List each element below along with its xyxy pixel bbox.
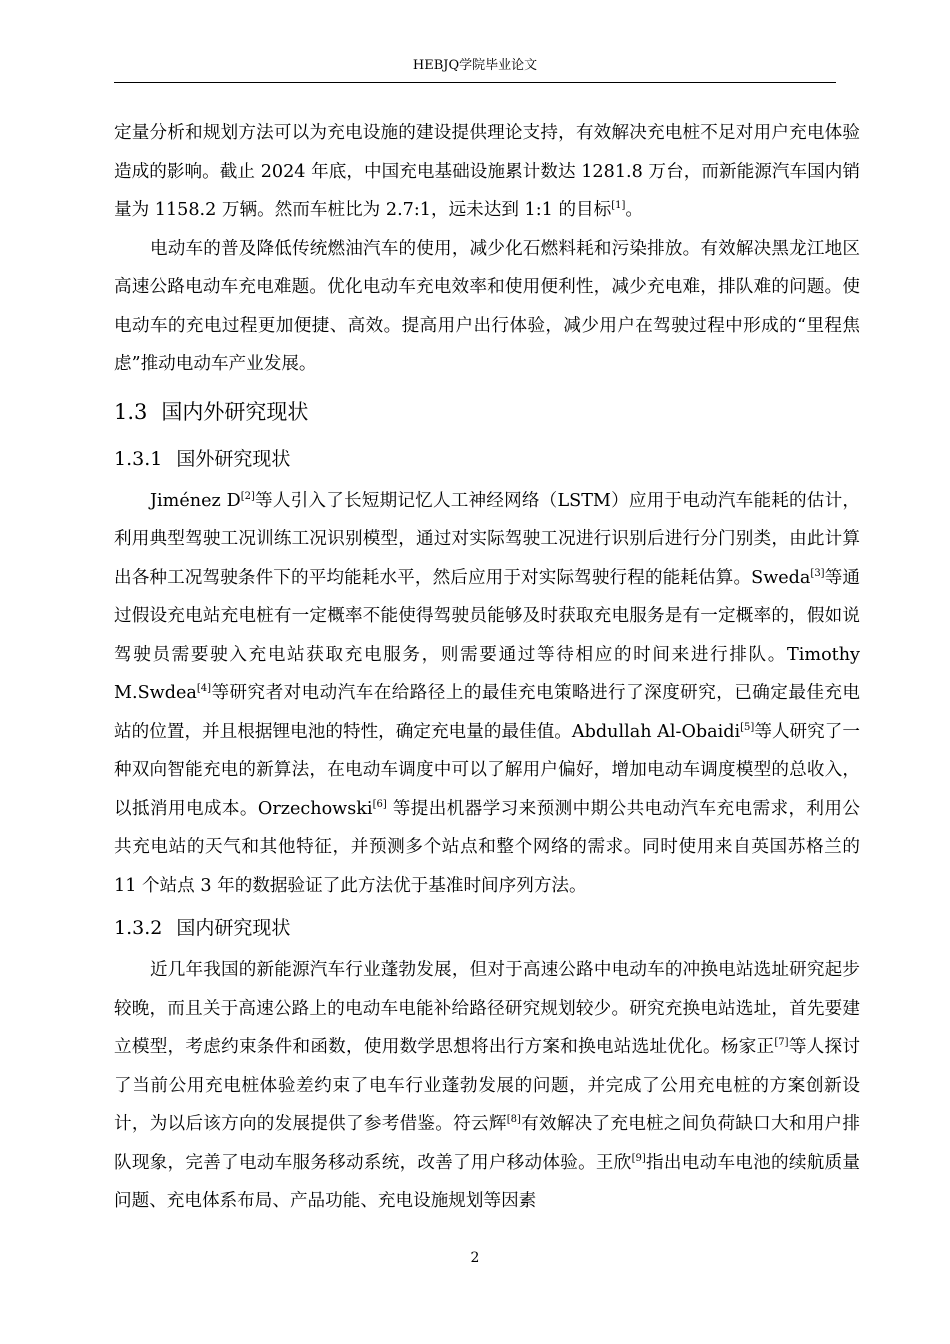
citation-ref: [4] [196,683,212,695]
paragraph-ev-benefits: 电动车的普及降低传统燃油汽车的使用，减少化石燃料耗和污染排放。有效解决黑龙江地区高速公路电动车充电难题。优化电动车充电效率和使用便利性，减少充电难，排队难的问题。使电动车的充电过程更加便捷、高效。提高用户出行体验，减少用户在驾驶过程中形成的“里程焦虑”推动电动车产业发展。 [114,238,860,374]
citation-ref: [7] [774,1037,789,1049]
citation-ref: [8] [506,1114,521,1126]
citation-ref: [1] [611,200,626,212]
citation-ref: [2] [240,490,255,502]
paragraph-text: 等提出机器学习来预测中期公共电动汽车充电需求，利用公共充电站的天气和其他特征，并预测多个站点和整个网络的需求。同时使用来自英国苏格兰的 11 个站点 3 年的数据验证了此方法优于基准时间序列方法。 [114,798,860,896]
paragraph-text: Jiménez D [150,490,241,511]
paragraph-text: 等人研究了一种双向智能充电的新算法，在电动车调度中可以了解用户偏好，增加电动车调度模型的总收入，以抵消用电成本。Orzechowski [114,721,860,819]
page-number: 2 [470,1250,480,1266]
section-number: 1.3.1 [114,447,163,470]
paragraph-text: 等人探讨了当前公用充电桩体验差约束了电车行业蓬勃发展的问题，并完成了公用充电桩的方案创新设计，为以后该方向的发展提供了参考借鉴。符云辉 [114,1037,860,1134]
paragraph-text: 。 [625,200,644,220]
section-heading-1-3-1 [114,436,860,482]
paragraph-text: 近几年我国的新能源汽车行业蓬勃发展，但对于高速公路中电动车的冲换电站选址研究起步较晚，而且关于高速公路上的电动车电能补给路径研究规划较少。研究充换电站选址，首先要建立模型，考虑约束条件和函数，使用数学思想将出行方案和换电站选址优化。杨家正 [114,960,860,1057]
paragraph-intro-continued [114,114,860,230]
section-heading-1-3 [114,388,860,436]
paragraph-text: 指出电动车电池的续航质量问题、充电体系布局、产品功能、充电设施规划等因素 [114,1152,860,1211]
running-header: HEBJQ学院毕业论文 [114,56,836,83]
section-title: 国内研究现状 [176,917,291,939]
citation-ref: [3] [810,567,825,579]
citation-ref: [6] [372,798,387,810]
paragraph-text: 等人引入了长短期记忆人工神经网络（LSTM）应用于电动汽车能耗的估计，利用典型驾驶工况训练工况识别模型，通过对实际驾驶工况进行识别后进行分门别类，由此计算出各种工况驾驶条件下的平均能耗水平，然后应用于对实际驾驶行程的能耗估算。Sweda [114,490,860,588]
body-text [114,114,860,1221]
section-title: 国内外研究现状 [161,399,309,424]
paragraph-domestic-research [114,951,860,1221]
section-title: 国外研究现状 [176,447,291,470]
paragraph-foreign-research [114,482,860,906]
section-heading-1-3-2 [114,905,860,951]
citation-ref: [5] [740,721,755,733]
section-number: 1.3 [114,399,148,424]
citation-ref: [9] [631,1152,646,1164]
paragraph-text: 定量分析和规划方法可以为充电设施的建设提供理论支持，有效解决充电桩不足对用户充电体验造成的影响。截止 2024 年底，中国充电基础设施累计数达 1281.8 万台，而新能源汽车国内销量为 1158.2 万辆。然而车桩比为 2.7:1，远未达到 1:1 的目标 [114,123,860,220]
paragraph-text: 等通过假设充电站充电桩有一定概率不能使得驾驶员能够及时获取充电服务是有一定概率的，假如说驾驶员需要驶入充电站获取充电服务，则需要通过等待相应的时间来进行排队。Timothy M.Swdea [114,567,860,703]
paragraph-text: 等研究者对电动汽车在给路径上的最佳充电策略进行了深度研究，已确定最佳充电站的位置，并且根据锂电池的特性，确定充电量的最佳值。Abdullah Al-Obaidi [114,683,860,742]
section-number: 1.3.2 [114,917,163,939]
paragraph-text: 有效解决了充电桩之间负荷缺口大和用户排队现象，完善了电动车服务移动系统，改善了用户移动体验。王欣 [114,1114,860,1173]
